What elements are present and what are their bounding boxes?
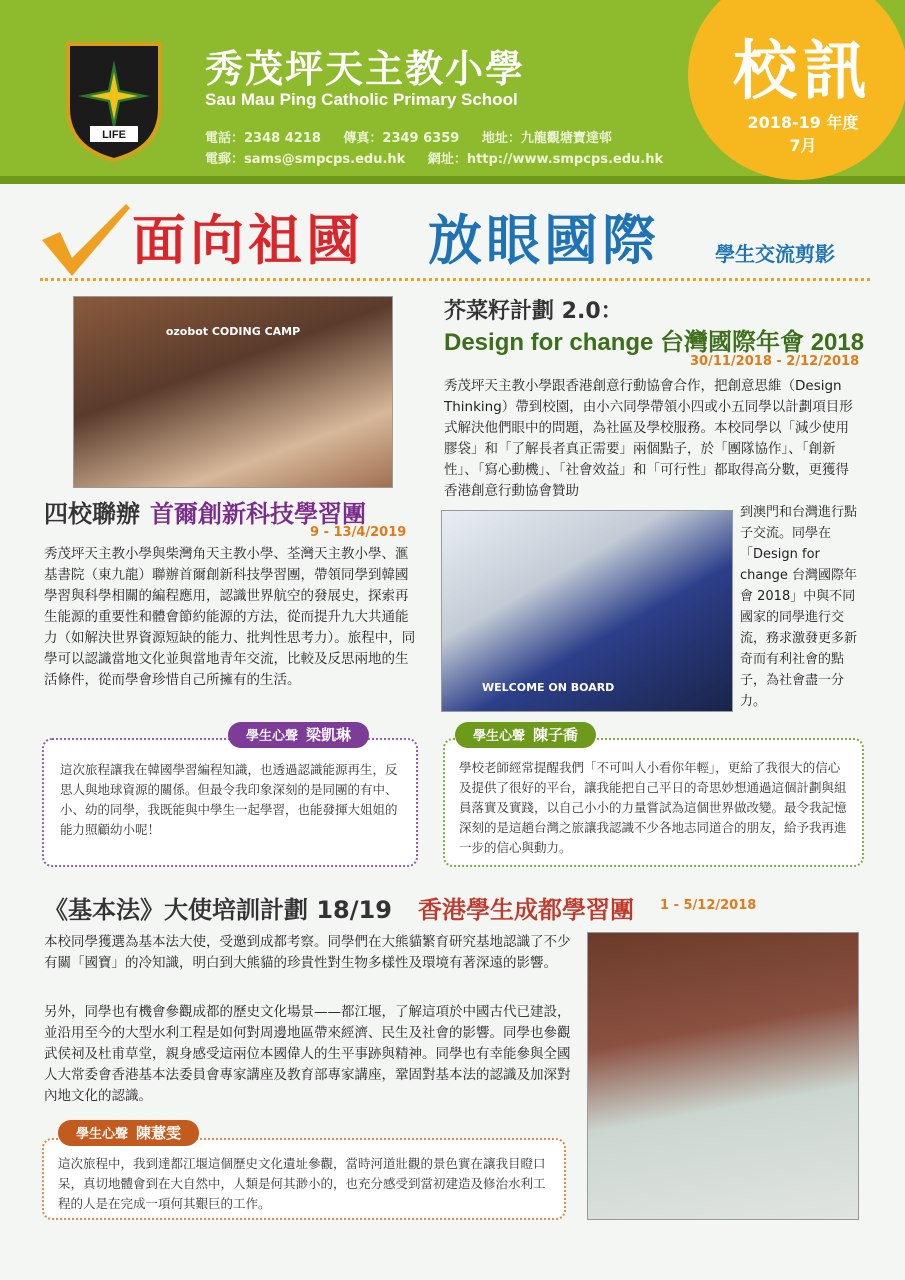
basic-law-title: 《基本法》大使培訓計劃 18/19 bbox=[44, 896, 392, 924]
student-voice-box-2 bbox=[443, 738, 864, 867]
headline-subtitle: 學生交流剪影 bbox=[715, 242, 835, 266]
seoul-body: 秀茂坪天主教小學與柴灣角天主教小學、荃灣天主教小學、滙基書院（東九龍）聯辦首爾創新科技學習團，帶領同學到韓國學習與科學相關的編程應用，認識世界航空的發展史，探索再生能源的重要性和體會節約能源的方法，從而提升九大共通能力（如解決世界資源短缺的能力、批判性思考力）。旅程中，同學可以認識當地文化並與當地青年交流，比較及反思兩地的生活條件，從而學會珍惜自己所擁有的生活。 bbox=[44, 546, 416, 688]
photo-banner-text-2: WELCOME ON BOARD bbox=[482, 681, 615, 694]
newsletter-title: 校訊 bbox=[733, 35, 873, 109]
student-voice-box-3 bbox=[42, 1138, 566, 1220]
dfc-title-1: 芥菜籽計劃 2.0： bbox=[444, 299, 623, 324]
headline-part1: 面向祖國 bbox=[132, 209, 364, 272]
dfc-title-2: Design for change 台灣國際年會 2018 bbox=[444, 329, 865, 356]
student-voice-tab-2 bbox=[455, 722, 596, 748]
headline-part2: 放眼國際 bbox=[428, 209, 660, 272]
checkmark-icon bbox=[38, 200, 133, 280]
taiwan-conference-photo bbox=[441, 510, 733, 712]
voice-tab-label: 學生心聲 bbox=[76, 1127, 129, 1142]
student-voice-box-1 bbox=[42, 738, 418, 867]
student-voice-tab-3 bbox=[58, 1120, 199, 1146]
student-voice-text-1: 這次旅程讓我在韓國學習編程知識，也透過認識能源再生，反思人與地球資源的關係。但最令我印象深刻的是同團的有中、小、幼的同學，我既能與中學生一起學習，也能發揮大姐姐的能力照顧幼小呢！ bbox=[60, 762, 398, 837]
coding-camp-photo bbox=[73, 296, 393, 488]
dfc-body-b: 到澳門和台灣進行點子交流。同學在「Design for change 台灣國際年會 2018」中與不同國家的同學進行交流，務求激發更多新奇而有利社會的點子，為社會盡一分力。 bbox=[740, 505, 858, 709]
issue-year: 2018-19 年度 bbox=[747, 113, 859, 132]
contact-line-2 bbox=[205, 148, 681, 167]
student-name: 陳子喬 bbox=[533, 726, 579, 744]
school-crest-icon bbox=[60, 38, 168, 163]
school-name-en: Sau Mau Ping Catholic Primary School bbox=[205, 90, 518, 109]
phone: 電話：2348 4218 bbox=[205, 131, 321, 146]
chengdu-photo bbox=[587, 932, 859, 1220]
website: 網址：http://www.smpcps.edu.hk bbox=[427, 152, 664, 167]
fax: 傳真：2349 6359 bbox=[343, 131, 460, 146]
dfc-body-a: 秀茂坪天主教小學跟香港創意行動協會合作，把創意思維（Design Thinking）帶到校園，由小六同學帶領小四或小五同學以計劃項目形式解決他們眼中的問題，為社區及學校服務。本校同學以「減少使用膠袋」和「了解長者真正需要」兩個點子，於「團隊協作」、「創新性」、「寫心動機」、「社會效益」和「可行性」都取得高分數，更獲得香港創意行動協會贊助 bbox=[444, 378, 853, 499]
address: 地址：九龍觀塘寶達邨 bbox=[481, 131, 612, 146]
chengdu-title: 香港學生成都學習團 bbox=[418, 896, 634, 924]
header-stripe bbox=[0, 176, 905, 184]
crest-motto: LIFE bbox=[102, 129, 126, 141]
chengdu-body-1: 本校同學獲選為基本法大使，受邀到成都考察。同學們在大熊貓繁育研究基地認識了不少有關「國寶」的冷知識，明白到大熊貓的珍貴性對生物多樣性及環境有著深遠的影響。 bbox=[44, 934, 571, 971]
chengdu-date: 1 - 5/12/2018 bbox=[660, 898, 757, 913]
issue-month: 7月 bbox=[789, 136, 817, 155]
school-name-zh: 秀茂坪天主教小學 bbox=[205, 47, 526, 91]
divider bbox=[40, 278, 870, 281]
photo-banner-text: ozobot CODING CAMP bbox=[165, 325, 301, 338]
student-name: 梁凱琳 bbox=[306, 726, 352, 744]
student-voice-text-3: 這次旅程中，我到達都江堰這個歷史文化遺址參觀，當時河道壯觀的景色實在讓我目瞪口呆，真切地體會到在大自然中，人類是何其渺小的，也充分感受到當初建造及修治水利工程的人是在完成一項何其艱巨的工作。 bbox=[58, 1156, 546, 1211]
student-name: 陳薏雯 bbox=[136, 1124, 182, 1142]
student-voice-tab-1 bbox=[228, 722, 369, 748]
dfc-date: 30/11/2018 - 2/12/2018 bbox=[690, 354, 860, 369]
seoul-date: 9 - 13/4/2019 bbox=[310, 525, 407, 540]
student-voice-text-2: 學校老師經常提醒我們「不可叫人小看你年輕」，更給了我很大的信心及提供了很好的平台，讓我能把自己平日的奇思妙想通過這個計劃與組員落實及實踐，以自己小小的力量嘗試為這個世界做改變。最令我記憶深刻的是這趟台灣之旅讓我認識不少各地志同道合的朋友，給予我再進一步的信心與動力。 bbox=[459, 760, 847, 855]
email: 電郵：sams@smpcps.edu.hk bbox=[205, 152, 406, 167]
seoul-title-b: 首爾創新科技學習團 bbox=[150, 500, 366, 528]
contact-line-1 bbox=[205, 127, 630, 146]
voice-tab-label: 學生心聲 bbox=[246, 729, 299, 744]
chengdu-body-2: 另外，同學也有機會參觀成都的歷史文化場景——都江堰，了解這項於中國古代已建設，並沿用至今的大型水利工程是如何對周邊地區帶來經濟、民生及社會的影響。同學也參觀武侯祠及杜甫草堂，親身感受這兩位本國偉人的生平事跡與精神。同學也有幸能參與全國人大常委會香港基本法委員會專家講座及教育部專家講座，鞏固對基本法的認識及加深對內地文化的認識。 bbox=[44, 1004, 571, 1104]
seoul-title-a: 四校聯辦 bbox=[44, 500, 140, 528]
voice-tab-label: 學生心聲 bbox=[473, 729, 526, 744]
